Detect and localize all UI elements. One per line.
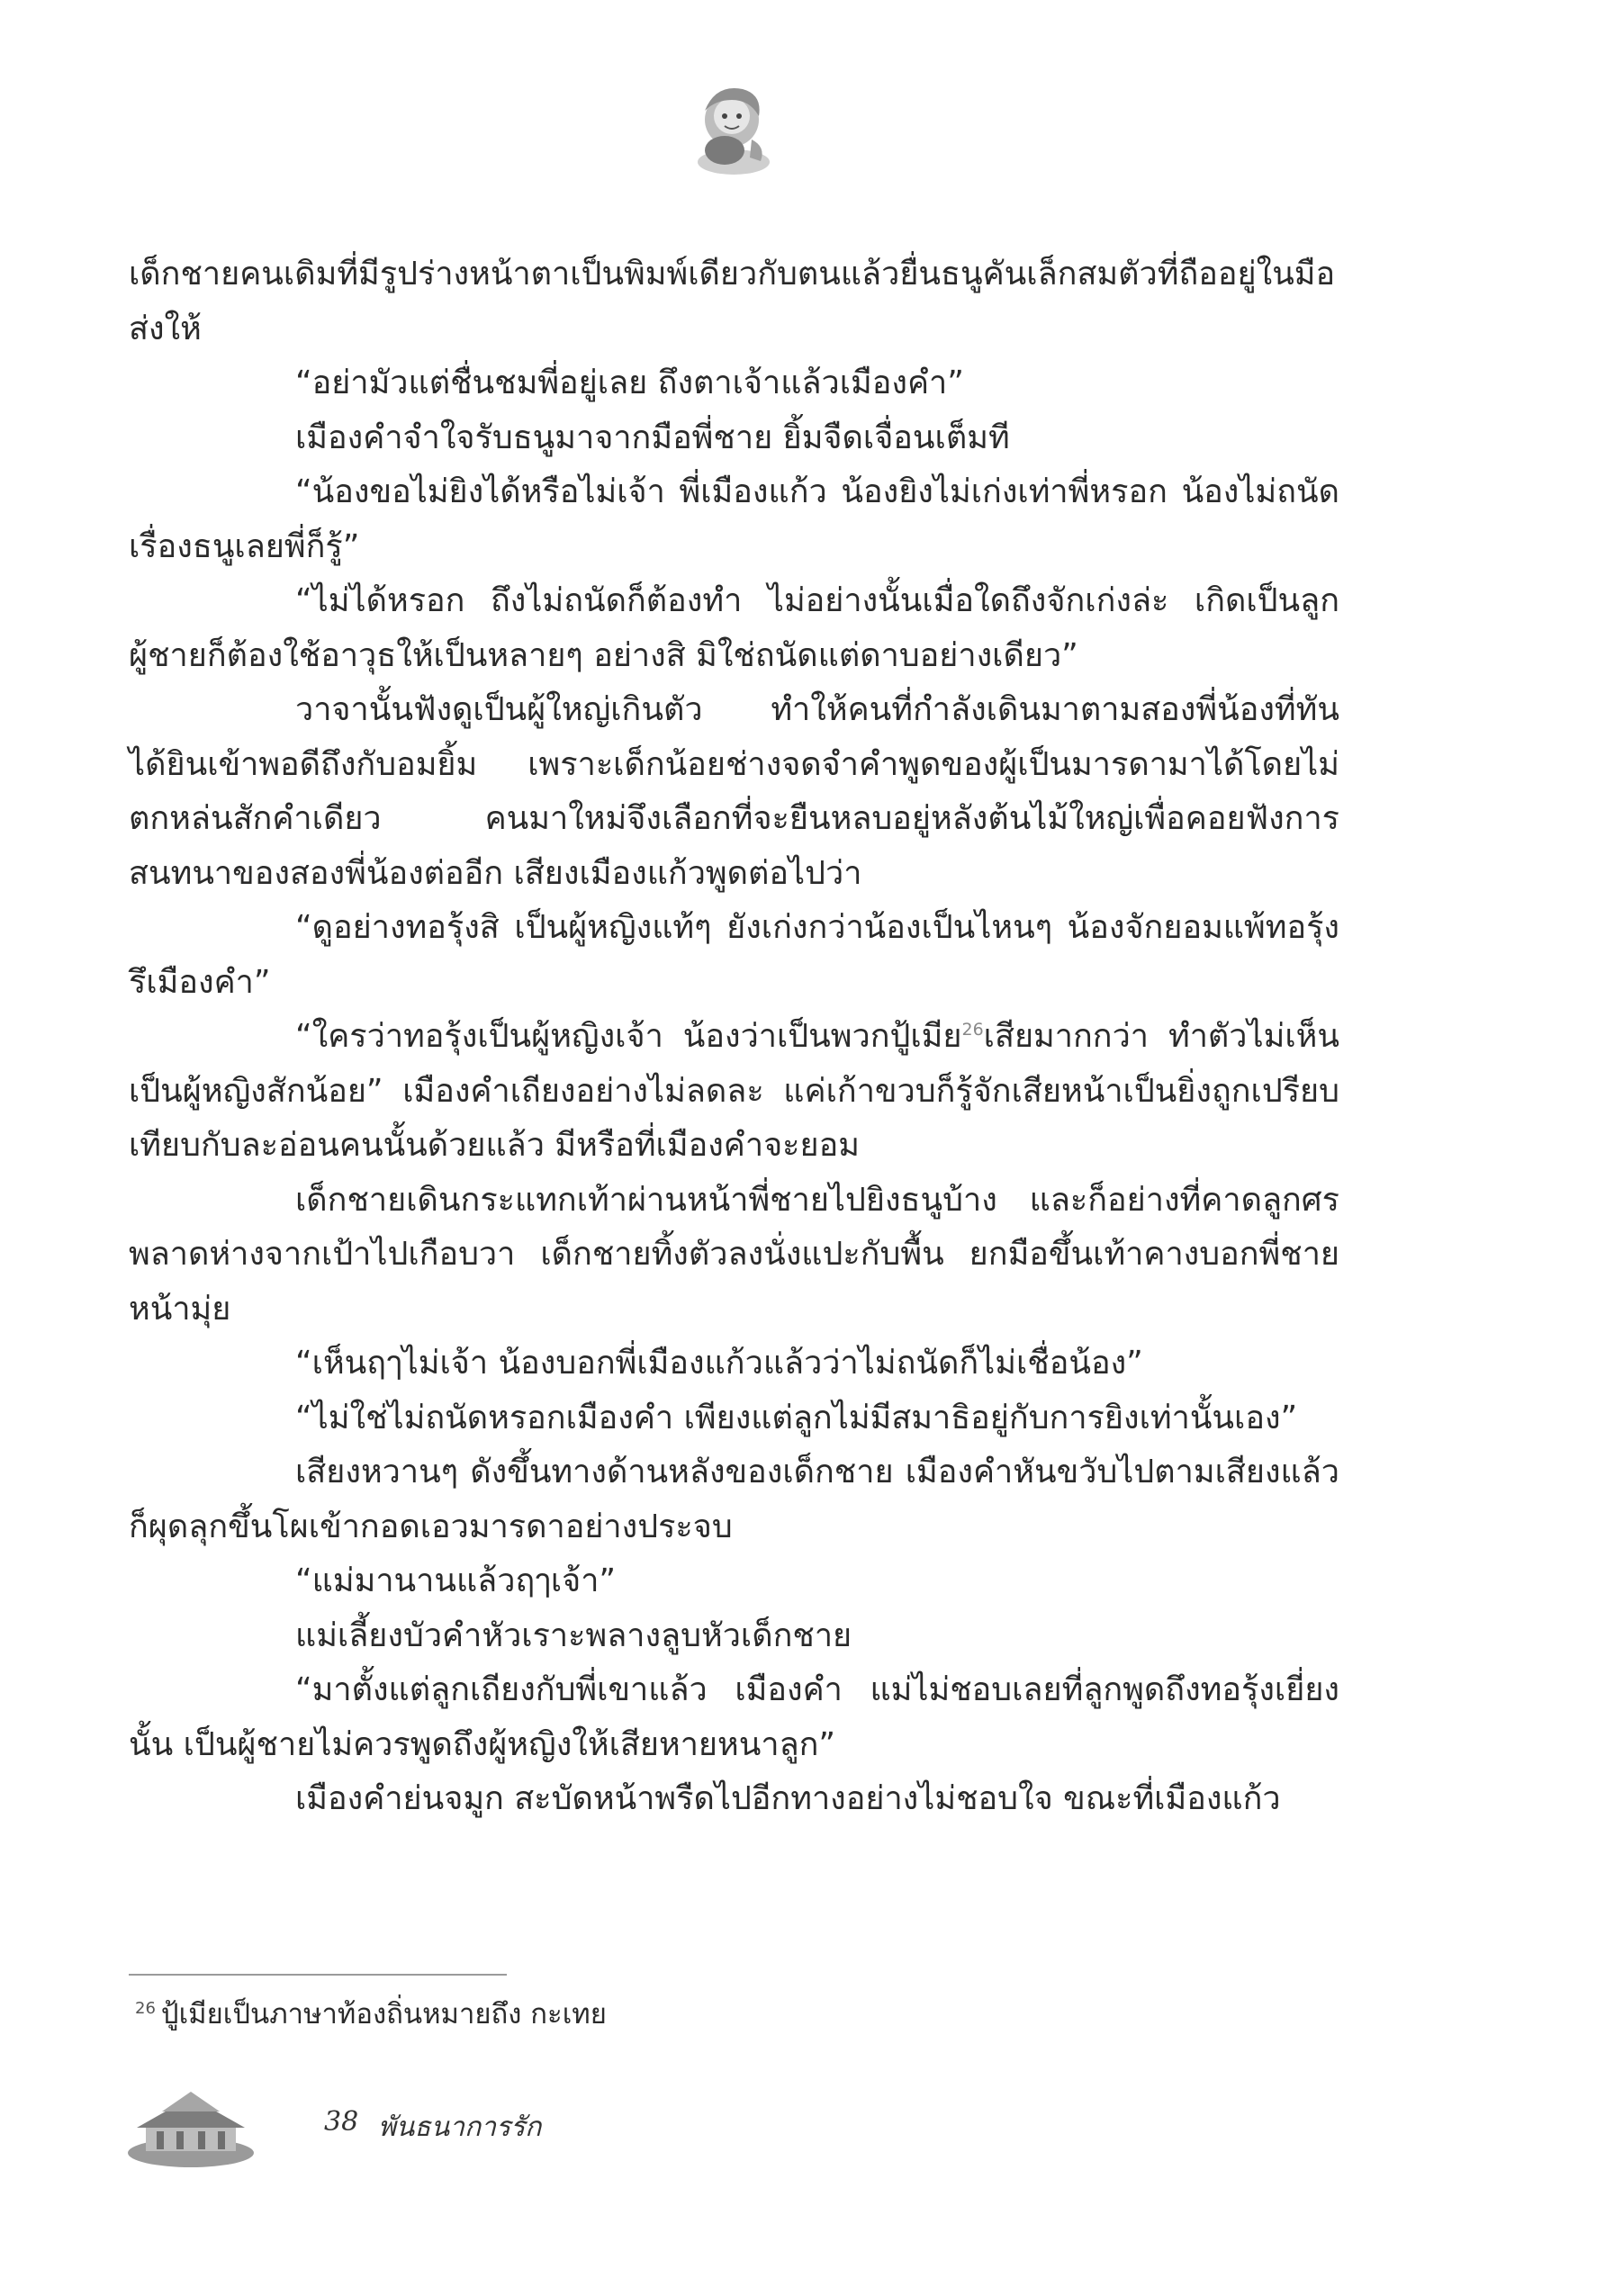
body-text (129, 248, 1339, 1827)
paragraph: “มาตั้งแต่ลูกเถียงกับพี่เขาแล้ว เมืองคำ แม่ไม่ชอบเลยที่ลูกพูดถึงทอรุ้งเยี่ยงนั้น เป็นผู้ชายไม่ควรพูดถึงผู้หญิงให้เสียหายหนาลูก” (129, 1671, 1339, 1763)
footnote-number: 26 (135, 1998, 156, 2018)
paragraph: “น้องขอไม่ยิงได้หรือไม่เจ้า พี่เมืองแก้ว น้องยิงไม่เก่งเท่าพี่หรอก น้องไม่ถนัดเรื่องธนูเลยพี่ก็รู้” (129, 473, 1339, 565)
paragraph: “อย่ามัวแต่ชื่นชมพี่อยู่เลย ถึงตาเจ้าแล้วเมืองคำ” (295, 365, 964, 401)
paragraph: “ไม่ใช่ไม่ถนัดหรอกเมืองคำ เพียงแต่ลูกไม่มีสมาธิอยู่กับการยิงเท่านั้นเอง” (295, 1399, 1298, 1436)
paragraph: “ดูอย่างทอรุ้งสิ เป็นผู้หญิงแท้ๆ ยังเก่งกว่าน้องเป็นไหนๆ น้องจักยอมแพ้ทอรุ้งรึเมืองคำ” (129, 909, 1339, 1001)
temple-roof-icon (126, 2088, 257, 2169)
paragraph: เด็กชายคนเดิมที่มีรูปร่างหน้าตาเป็นพิมพ์เดียวกับตนแล้วยื่นธนูคันเล็กสมตัวที่ถืออยู่ในมือส่งให้ (129, 256, 1336, 347)
paragraph-with-footnote (129, 1010, 1339, 1174)
footnote-text: ปู้เมียเป็นภาษาท้องถิ่นหมายถึง กะเทย (160, 1998, 607, 2030)
paragraph: เมืองคำย่นจมูก สะบัดหน้าพรืดไปอีกทางอย่างไม่ชอบใจ ขณะที่เมืองแก้ว (295, 1780, 1281, 1817)
book-title: พันธนาการรัก (378, 2111, 542, 2143)
page-number: 38 (324, 2106, 359, 2138)
footnote-reference: 26 (961, 1020, 984, 1040)
paragraph-text: “ใครว่าทอรุ้งเป็นผู้หญิงเจ้า น้องว่าเป็นพวกปู้เมีย (295, 1018, 962, 1055)
footnote (135, 1993, 1035, 2036)
footnote-divider (129, 1974, 507, 1976)
paragraph: “แม่มานานแล้วฤๅเจ้า” (295, 1562, 617, 1599)
paragraph: แม่เลี้ยงบัวคำหัวเราะพลางลูบหัวเด็กชาย (295, 1616, 852, 1654)
paragraph: เด็กชายเดินกระแทกเท้าผ่านหน้าพี่ชายไปยิงธนูบ้าง และก็อย่างที่คาดลูกศรพลาดห่างจากเป้าไปเกือบวา เด็กชายทิ้งตัวลงนั่งแปะกับพื้น ยกมือขึ้นเท้าคางบอกพี่ชายหน้ามุ่ย (129, 1181, 1339, 1328)
paragraph: “ไม่ได้หรอก ถึงไม่ถนัดก็ต้องทำ ไม่อย่างนั้นเมื่อใดถึงจักเก่งล่ะ เกิดเป็นลูกผู้ชายก็ต้องใช้อาวุธให้เป็นหลายๆ อย่างสิ มิใช่ถนัดแต่ดาบอย่างเดียว” (129, 582, 1339, 674)
paragraph: เมืองคำจำใจรับธนูมาจากมือพี่ชาย ยิ้มจืดเจื่อนเต็มที (295, 419, 1010, 456)
paragraph: วาจานั้นฟังดูเป็นผู้ใหญ่เกินตัว ทำให้คนที่กำลังเดินมาตามสองพี่น้องที่ทันได้ยินเข้าพอดีถึงกับอมยิ้ม เพราะเด็กน้อยช่างจดจำคำพูดของผู้เป็นมารดามาได้โดยไม่ตกหล่นสักคำเดียว คนมาใหม่จึงเลือกที่จะยืนหลบอยู่หลังต้นไม้ใหญ่เพื่อคอยฟังการสนทนาของสองพี่น้องต่ออีก เสียงเมืองแก้วพูดต่อไปว่า (129, 691, 1339, 892)
paragraph: “เห็นฤๅไม่เจ้า น้องบอกพี่เมืองแก้วแล้วว่าไม่ถนัดก็ไม่เชื่อน้อง” (295, 1345, 1143, 1382)
paragraph: เสียงหวานๆ ดังขึ้นทางด้านหลังของเด็กชาย เมืองคำหันขวับไปตามเสียงแล้วก็ผุดลุกขึ้นโผเข้ากอดเอวมารดาอย่างประจบ (129, 1454, 1339, 1545)
paragraph-text: เสียมากกว่า ทำตัวไม่เห็นเป็นผู้หญิงสักน้อย” เมืองคำเถียงอย่างไม่ลดละ แค่เก้าขวบก็รู้จักเสียหน้าเป็นยิ่งถูกเปรียบเทียบกับละอ่อนคนนั้นด้วยแล้ว มีหรือที่เมืองคำจะยอม (129, 1018, 1339, 1164)
cartoon-character-icon (680, 77, 788, 185)
